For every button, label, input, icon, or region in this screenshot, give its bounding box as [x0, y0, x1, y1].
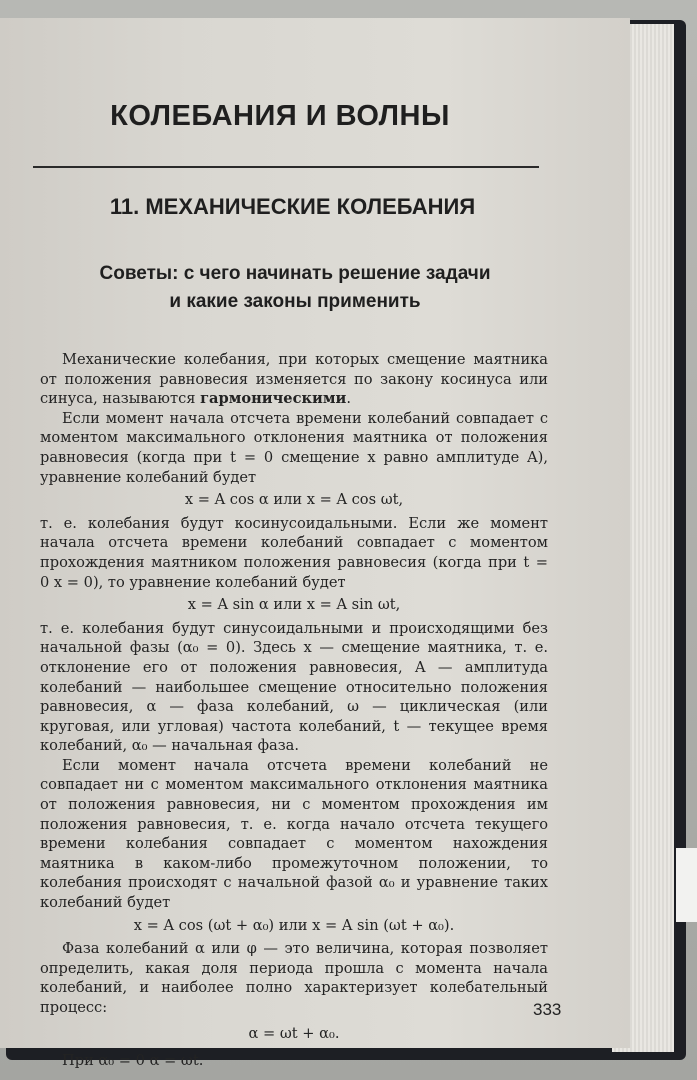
section-title: 11. МЕХАНИЧЕСКИЕ КОЛЕБАНИЯ — [109, 194, 476, 219]
formula-sine: x = A sin α или x = A sin ωt, — [187, 596, 401, 614]
paragraph-1: Механические колебания, при которых смещение маятника от положения равновесия изменяется по закону косинуса или синуса, называются гармоническими. — [40, 351, 548, 408]
paragraph-5: Если момент начала отсчета времени колебаний не совпадает ни с моментом максимального отклонения маятника от положения равновесия, ни с моментом прохождения им положения равновесия, т. е. когда начало отсчета текущего времени колебания совпадает с моментом нахождения маятника в каком-либо промежуточном положении, то колебания происходят с начальной фазой α₀ и уравнение таких колебаний будет — [40, 756, 548, 912]
page-number: 333 — [533, 1000, 562, 1019]
paragraph-3: т. е. колебания будут косинусоидальными. Если же момент начала отсчета времени колебаний совпадает с моментом прохождения маятником положения равновесия (когда при t = 0 x = 0), то уравнение колебаний будет — [40, 514, 548, 591]
paragraph-4: т. е. колебания будут синусоидальными и происходящими без начальной фазы (α₀ = 0). Здесь x — смещение маятника, т. е. отклонение его от положения равновесия, A — амплитуда колебаний — наибольшее смещение относительно положения равновесия, α — фаза колебаний, ω — циклическая (или круговая, или угловая) частота колебаний, t — текущее время колебаний, α₀ — начальная фаза. — [40, 619, 548, 755]
body-text — [40, 350, 548, 1071]
paragraph-2: Если момент начала отсчета времени колебаний совпадает с моментом максимального отклонения маятника от положения равновесия (когда при t = 0 смещение x равно амплитуде A), уравнение колебаний будет — [40, 409, 548, 486]
book-page — [0, 18, 630, 1070]
term-harmonic: гармоническими — [200, 390, 347, 408]
formula-general: x = A cos (ωt + α₀) или x = A sin (ωt + α₀). — [133, 916, 455, 934]
advice-title — [0, 260, 590, 316]
advice-title-line-1: Советы: с чего начинать решение задачи — [99, 263, 491, 284]
paragraph-7: При α₀ = 0 α = ωt. — [62, 1052, 204, 1070]
advice-title-line-2: и какие законы применить — [169, 291, 421, 312]
paragraph-6: Фаза колебаний α или φ — это величина, которая позволяет определить, какая доля периода прошла с момента начала колебаний, и наиболее полно характеризует колебательный процесс: — [40, 940, 548, 1016]
chapter-title: КОЛЕБАНИЯ И ВОЛНЫ — [110, 100, 450, 132]
paper-sticker — [676, 848, 697, 922]
formula-cosine: x = A cos α или x = A cos ωt, — [184, 491, 404, 509]
title-rule — [33, 166, 539, 168]
formula-phase: α = ωt + α₀. — [248, 1024, 340, 1042]
